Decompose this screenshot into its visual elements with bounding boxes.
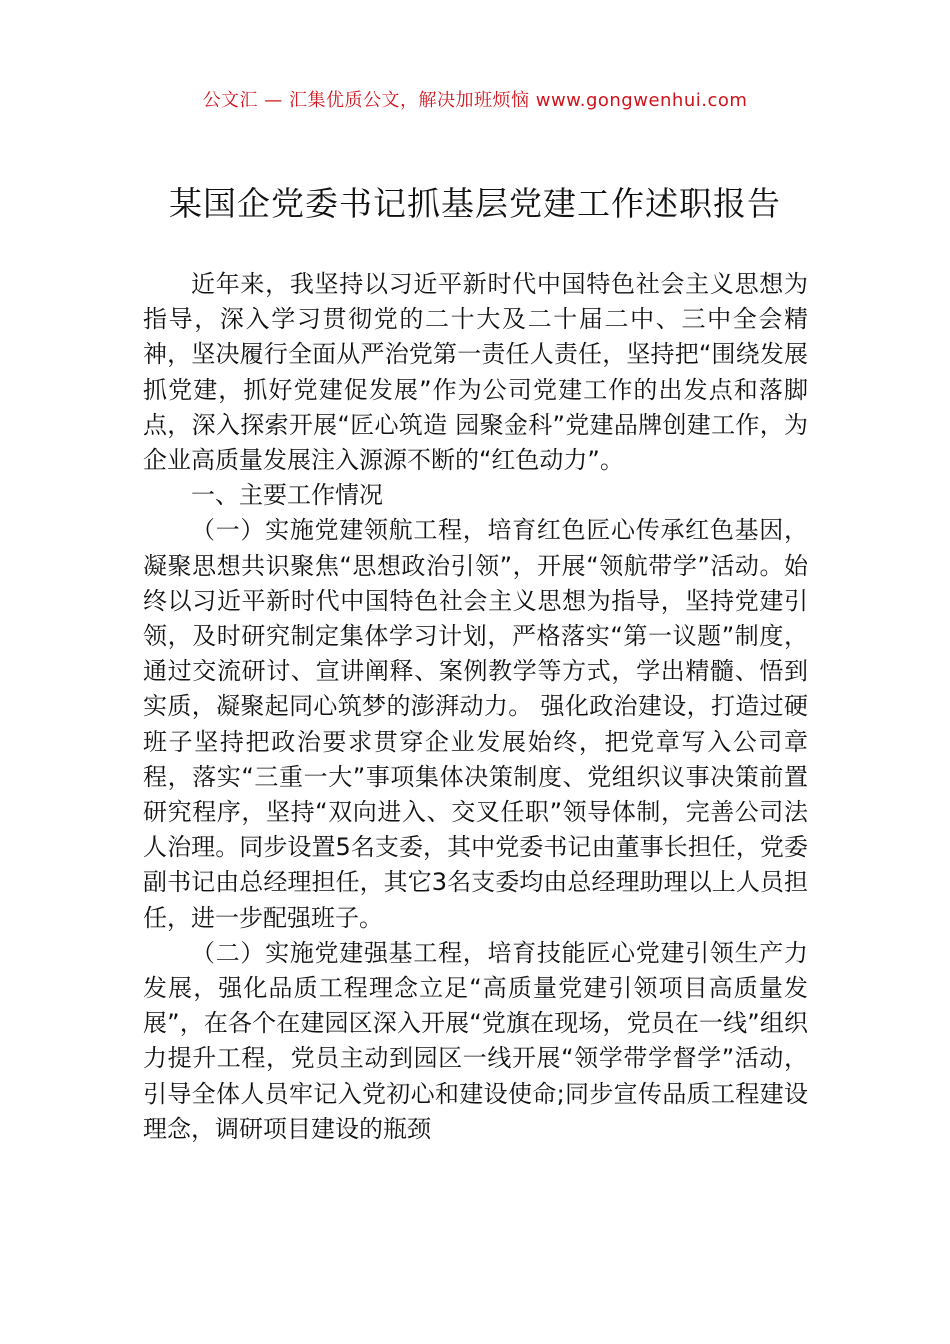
paragraph-item-1: （一）实施党建领航工程，培育红色匠心传承红色基因，凝聚思想共识聚焦“思想政治引领”，开展“领航带学”活动。始终以习近平新时代中国特色社会主义思想为指导，坚持党建引领，及时研究制定集体学习计划，严格落实“第一议题”制度，通过交流研讨、宣讲阐释、案例教学等方式，学出精髓、悟到实质，凝聚起同心筑梦的澎湃动力。 强化政治建设，打造过硬班子坚持把政治要求贯穿企业发展始终，把党章写入公司章程，落实“三重一大”事项集体决策制度、党组织议事决策前置研究程序，坚持“双向进入、交叉任职”领导体制，完善公司法人治理。同步设置5名支委，其中党委书记由董事长担任，党委副书记由总经理担任，其它3名支委均由总经理助理以上人员担任，进一步配强班子。 (143, 516, 808, 932)
paragraph-intro: 近年来，我坚持以习近平新时代中国特色社会主义思想为指导，深入学习贯彻党的二十大及二十届二中、三中全会精神，坚决履行全面从严治党第一责任人责任，坚持把“围绕发展抓党建，抓好党建促发展”作为公司党建工作的出发点和落脚点，深入探索开展“匠心筑造 园聚金科”党建品牌创建工作，为企业高质量发展注入源源不断的“红色动力”。 (143, 270, 808, 475)
header-banner: 公文汇 — 汇集优质公文，解决加班烦恼 www.gongwenhui.com (202, 90, 748, 111)
document-body (143, 267, 808, 1147)
document-title: 某国企党委书记抓基层党建工作述职报告 (169, 184, 781, 223)
section-heading-main-work: 一、主要工作情况 (191, 481, 383, 510)
paragraph-item-2: （二）实施党建强基工程，培育技能匠心党建引领生产力发展，强化品质工程理念立足“高质量党建引领项目高质量发展”，在各个在建园区深入开展“党旗在现场，党员在一线”组织力提升工程，党员主动到园区一线开展“领学带学督学”活动，引导全体人员牢记入党初心和建设使命;同步宣传品质工程建设理念，调研项目建设的瓶颈 (143, 938, 808, 1143)
